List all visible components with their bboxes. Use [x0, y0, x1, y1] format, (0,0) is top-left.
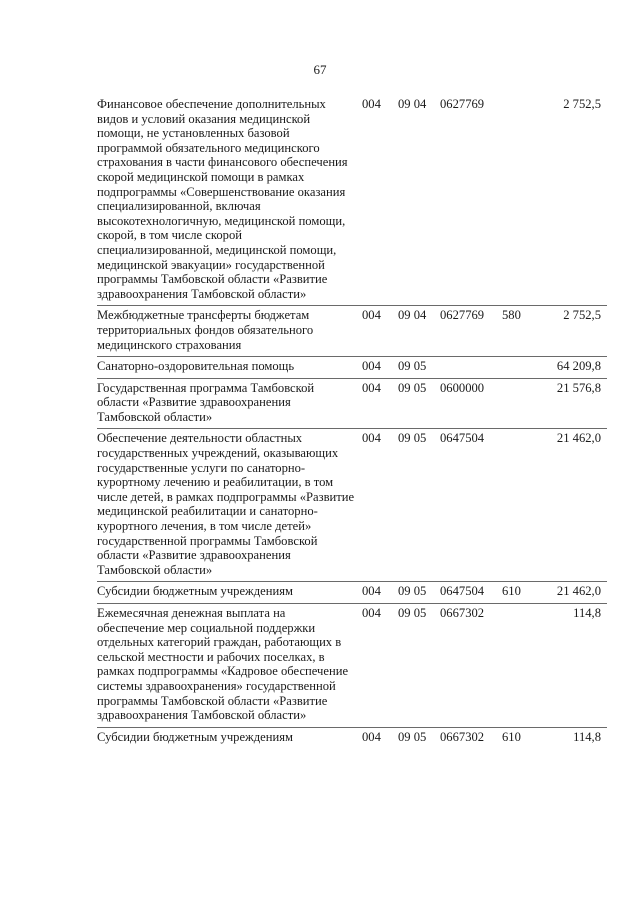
expense-kind-code: 610 — [502, 729, 521, 744]
amount: 2 752,5 — [563, 308, 601, 323]
amount: 21 576,8 — [556, 380, 601, 395]
row-name: Государственная программа Тамбовской области «Развитие здравоохранения Тамбовской области» — [97, 380, 315, 424]
amount: 21 462,0 — [556, 584, 601, 599]
amount: 64 209,8 — [556, 359, 601, 374]
section-code: 09 04 — [398, 97, 427, 111]
page-number: 67 — [313, 62, 327, 77]
ministry-code: 004 — [362, 729, 381, 744]
table-row — [97, 379, 607, 430]
ministry-code: 004 — [362, 606, 381, 620]
expense-kind-code: 610 — [502, 584, 521, 599]
target-code: 0600000 — [440, 380, 485, 395]
ministry-code: 004 — [362, 308, 381, 323]
target-code: 0627769 — [440, 97, 485, 111]
budget-table — [97, 95, 607, 748]
section-code: 09 05 — [398, 380, 427, 395]
row-name: Финансовое обеспечение дополнительных видов и условий оказания медицинской помощи, не установленных базовой программой обязательного медицинского страхования в части финансового обеспечения скорой медицинской помощи в рамках подпрограммы «Совершенствование оказания специализированной, включая высокотехнологичную, медицинской помощи, скорой, в том числе скорой специализированной, медицинской помощи, медицинской эвакуации» государственной программы Тамбовской области «Развитие здравоохранения Тамбовской области» — [97, 97, 348, 301]
amount: 2 752,5 — [563, 97, 601, 111]
ministry-code: 004 — [362, 380, 381, 395]
row-name: Межбюджетные трансферты бюджетам территориальных фондов обязательного медицинского страхования — [97, 308, 314, 352]
table-row — [97, 429, 607, 582]
table-row — [97, 357, 607, 379]
section-code: 09 05 — [398, 729, 427, 744]
row-name: Субсидии бюджетным учреждениям — [97, 584, 293, 599]
table-row — [97, 306, 607, 357]
table-row — [97, 95, 607, 306]
ministry-code: 004 — [362, 431, 381, 446]
target-code: 0647504 — [440, 584, 485, 599]
amount: 21 462,0 — [556, 431, 601, 446]
table-row — [97, 728, 607, 749]
section-code: 09 05 — [398, 584, 427, 599]
section-code: 09 05 — [398, 359, 427, 374]
ministry-code: 004 — [362, 97, 381, 111]
amount: 114,8 — [573, 606, 601, 620]
table-row — [97, 582, 607, 604]
ministry-code: 004 — [362, 584, 381, 599]
target-code: 0667302 — [440, 729, 485, 744]
row-name: Ежемесячная денежная выплата на обеспечение мер социальной поддержки отдельных категорий граждан, работающих в сельской местности и рабочих поселках, в рамках подпрограммы «Кадровое обеспечение системы здравоохранения» государственной программы Тамбовской области «Развитие здравоохранения Тамбовской области» — [97, 606, 349, 723]
row-name: Обеспечение деятельности областных государственных учреждений, оказывающих государственные услуги по санаторно-курортному лечению и реабилитации, в том числе детей, в рамках подпрограммы «Развитие медицинской реабилитации и санаторно-курортного лечения, в том числе детей» государственной программы Тамбовской области «Развитие здравоохранения Тамбовской области» — [97, 431, 355, 577]
row-name: Субсидии бюджетным учреждениям — [97, 729, 293, 744]
section-code: 09 05 — [398, 431, 427, 446]
section-code: 09 04 — [398, 308, 427, 323]
target-code: 0647504 — [440, 431, 485, 446]
expense-kind-code: 580 — [502, 308, 521, 323]
ministry-code: 004 — [362, 359, 381, 374]
table-row — [97, 604, 607, 728]
section-code: 09 05 — [398, 606, 427, 620]
target-code: 0667302 — [440, 606, 485, 620]
target-code: 0627769 — [440, 308, 485, 323]
amount: 114,8 — [573, 729, 601, 744]
row-name: Санаторно-оздоровительная помощь — [97, 359, 295, 374]
